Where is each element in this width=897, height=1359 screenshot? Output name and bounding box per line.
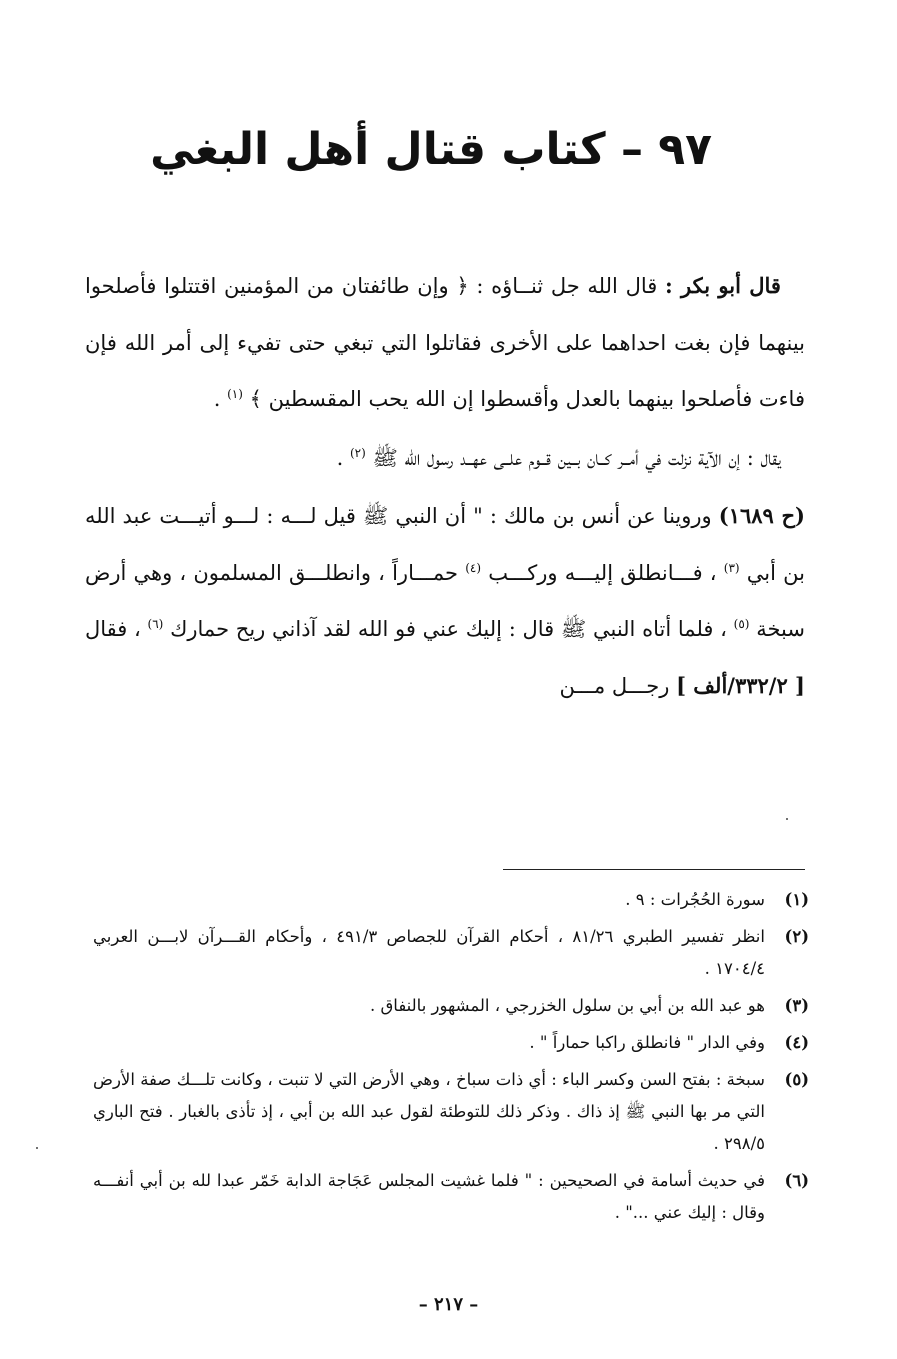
footnote-item [93,1064,809,1160]
footnote-item [93,990,809,1022]
footnote-item [93,921,809,985]
footnote-item [93,1165,809,1229]
page-number: – ٢١٧ – [418,1294,479,1315]
paragraph-quran-verse [85,258,805,428]
footnote-ref-3: (٣) [723,560,740,575]
hadith-number: (ح ١٦٨٩) [718,503,805,528]
footnote-ref-6: (٦) [147,617,164,631]
sentence-end: . [213,387,221,411]
footnote-item [93,884,809,916]
sentence-end: . [336,445,344,470]
scan-speck [786,818,788,820]
scan-speck [36,1147,38,1149]
paragraph-hadith [85,488,805,714]
manuscript-reference: [ ٣٣٢/٢/ألف ] [676,672,805,698]
quran-verse: ﴿ وإن طائفتان من المؤمنين اقتتلوا فأصلحوا بينهما فإن بغت احداهما على الأخرى فقاتلوا التي تبغي حتى تفيء إلى أمر الله فإن فاءت فأصلحوا بينهما بالعدل وأقسطوا إن الله يحب المقسطين ﴾ [85,274,805,411]
hadith-text-e: ، فقال [85,617,141,641]
footnote-text: في حديث أسامة في الصحيحين : " فلما غشيت المجلس عَجَاجة الدابة خَمّر عبدا لله بن أبي أنفـــه وقال : إليك عني ..." . [93,1171,765,1222]
footnote-number: (٢) [784,927,809,946]
footnote-ref-5: (٥) [733,617,750,631]
footnote-number: (٣) [784,996,809,1015]
hadith-text-a: وروينا عن أنس بن مالك : " أن النبي ﷺ قيل لـــه : لـــو أتيـــت عبد الله بن أبي [85,504,805,585]
footnote-text: انظر تفسير الطبري ٨١/٢٦ ، أحكام القرآن للجصاص ٤٩١/٣ ، وأحكام القـــرآن لابـــن العربي ١٧٠٤/٤ . [93,927,765,978]
occasion-text: يقال : إن الآية نزلت في أمــر كــان بــين قــوم علــى عهــد رسول الله ﷺ [372,445,781,470]
hadith-text-b: ، فـــانطلق إليـــه وركـــب [488,560,717,585]
footnote-divider [503,869,805,870]
footnote-number: (٥) [784,1070,809,1089]
hadith-text-d: ، فلما أتاه النبي ﷺ قال : إليك عني فو الله لقد آذاني ريح حمارك [170,617,727,641]
footnote-number: (٦) [784,1171,809,1190]
paragraph-occasion [85,430,805,487]
footnote-text: سبخة : بفتح السن وكسر الباء : أي ذات سباخ ، وهي الأرض التي لا تنبت ، وكانت تلـــك صفة الأرض التي مر بها النبي ﷺ إذ ذاك . وذكر ذلك للتوطئة لقول عبد الله بن أبي ، إذ تأذى بالغبار . فتح الباري ٢٩٨/٥ . [93,1070,765,1153]
footnote-ref-1: (١) [227,387,243,401]
footnote-ref-2: (٢) [349,445,366,460]
footnote-text: وفي الدار " فانطلق راكبا حماراً " . [529,1033,765,1052]
footnote-text: سورة الحُجُرات : ٩ . [625,890,765,909]
main-text [85,258,805,714]
intro-text: قال الله جل ثنــاؤه : [476,274,658,298]
chapter-title: ٩٧ – كتاب قتال أهل البغي [150,124,712,175]
hadith-text-c: حمـــاراً ، وانطلـــق المسلمون ، وهي أرض سبخة [85,560,805,641]
footnotes-list [93,884,809,1234]
hadith-text-f: رجـــل مـــن [559,673,670,698]
footnote-ref-4: (٤) [465,560,482,575]
footnote-number: (١) [784,890,809,909]
footnote-text: هو عبد الله بن أبي بن سلول الخزرجي ، المشهور بالنفاق . [370,996,765,1015]
author-lead: قال أبو بكر : [664,273,781,298]
footnote-number: (٤) [784,1033,809,1052]
footnote-item [93,1027,809,1059]
